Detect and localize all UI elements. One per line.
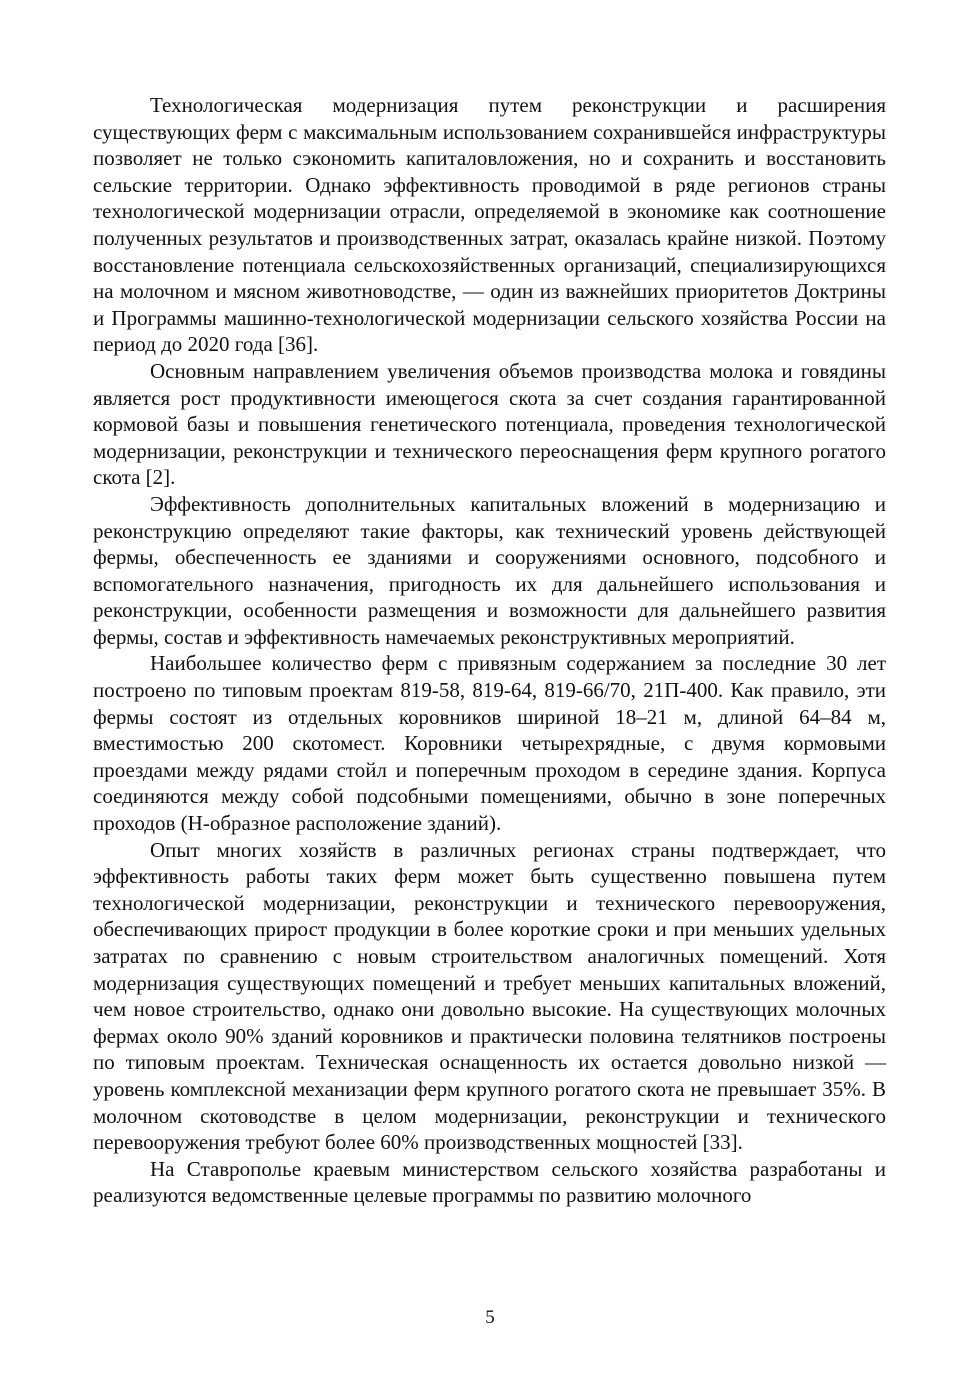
paragraph: На Ставрополье краевым министерством сельского хозяйства разработаны и реализуются ведомственные целевые программы по развитию молочного (93, 1156, 886, 1208)
paragraph: Технологическая модернизация путем реконструкции и расширения существующих ферм с максимальным использованием сохранившейся инфраструктуры позволяет не только сэкономить капиталовложения, но и сохранить и восстановить сельские территории. Однако эффективность проводимой в ряде регионов страны технологической модернизации отрасли, определяемой в экономике как соотношение полученных результатов и производственных затрат, оказалась крайне низкой. Поэтому восстановление потенциала сельскохозяйственных организаций, специализирующихся на молочном и мясном животноводстве, — один из важнейших приоритетов Доктрины и Программы машинно-технологической модернизации сельского хозяйства России на период до 2020 года [36]. (93, 93, 886, 357)
body-text (93, 92, 886, 1209)
paragraph: Основным направлением увеличения объемов производства молока и говядины является рост продуктивности имеющегося скота за счет создания гарантированной кормовой базы и повышения генетического потенциала, проведения технологической модернизации, реконструкции и технического переоснащения ферм крупного рогатого скота [2]. (93, 358, 886, 490)
page-number: 5 (485, 1307, 495, 1328)
paragraph: Наибольшее количество ферм с привязным содержанием за последние 30 лет построено по типовым проектам 819-58, 819-64, 819-66/70, 21П-400. Как правило, эти фермы состоят из отдельных коровников шириной 18–21 м, длиной 64–84 м, вместимостью 200 скотомест. Коровники четырехрядные, с двумя кормовыми проездами между рядами стойл и поперечным проходом в середине здания. Корпуса соединяются между собой подсобными помещениями, обычно в зоне поперечных проходов (Н-образное расположение зданий). (93, 651, 886, 836)
paragraph: Опыт многих хозяйств в различных регионах страны подтверждает, что эффективность работы таких ферм может быть существенно повышена путем технологической модернизации, реконструкции и технического перевооружения, обеспечивающих прирост продукции в более короткие сроки и при меньших удельных затратах по сравнению с новым строительством аналогичных помещений. Хотя модернизация существующих помещений и требует меньших капитальных вложений, чем новое строительство, однако они довольно высокие. На существующих молочных фермах около 90% зданий коровников и практически половина телятников построены по типовым проектам. Техническая оснащенность их остается довольно низкой — уровень комплексной механизации ферм крупного рогатого скота не превышает 35%. В молочном скотоводстве в целом модернизации, реконструкции и технического перевооружения требуют более 60% производственных мощностей [33]. (93, 837, 886, 1155)
paragraph: Эффективность дополнительных капитальных вложений в модернизацию и реконструкцию определяют такие факторы, как технический уровень действующей фермы, обеспеченность ее зданиями и сооружениями основного, подсобного и вспомогательного назначения, пригодность их для дальнейшего использования и реконструкции, особенности размещения и возможности для дальнейшего развития фермы, состав и эффективность намечаемых реконструктивных мероприятий. (93, 491, 886, 649)
